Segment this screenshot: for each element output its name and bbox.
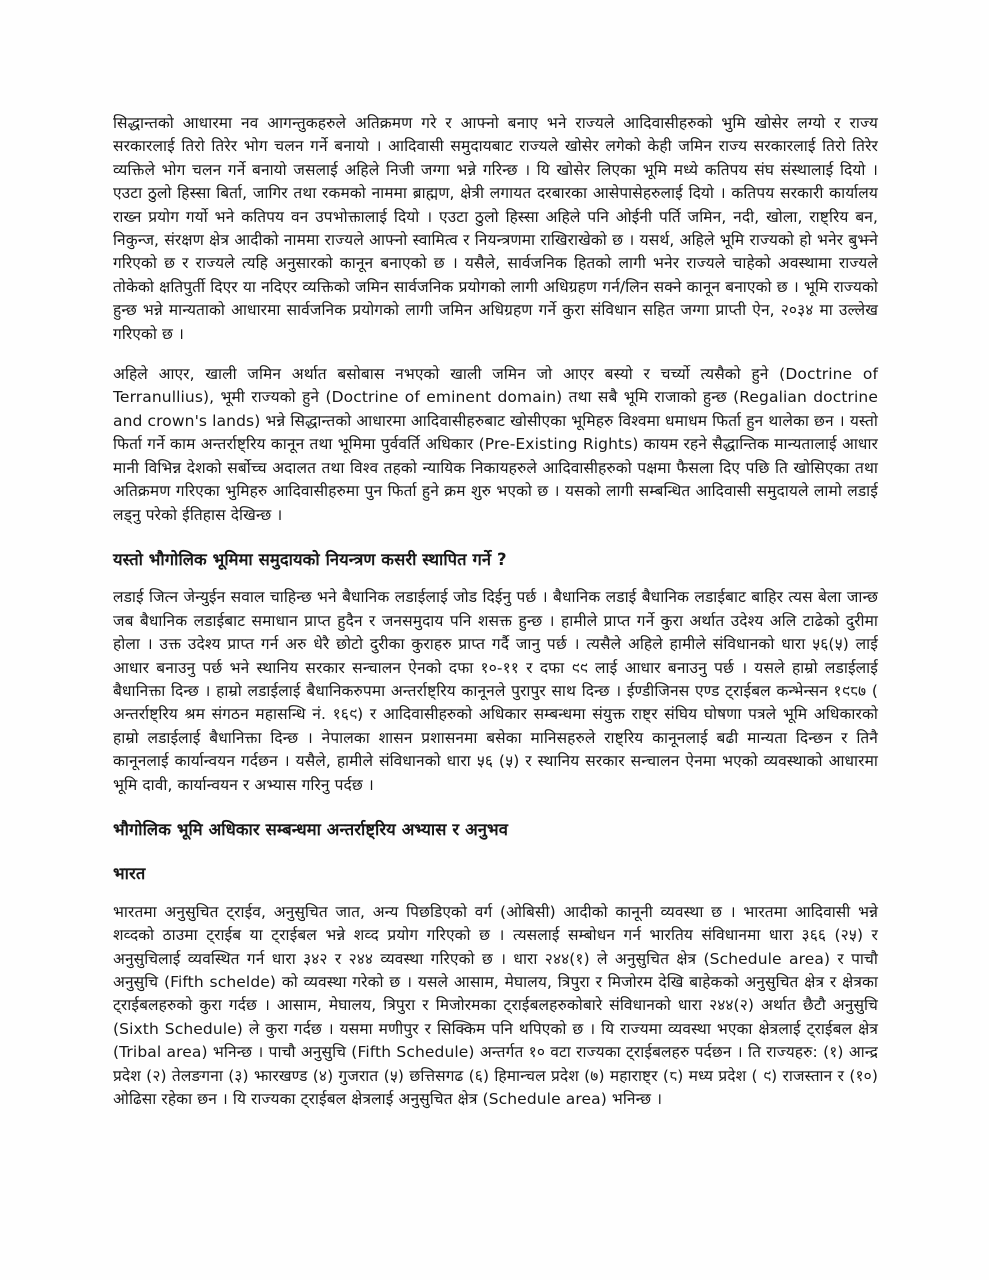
section-heading-community-control: यस्तो भौगोलिक भूमिमा समुदायको नियन्त्रण कसरी स्थापित गर्ने ? bbox=[113, 549, 507, 569]
section-heading-india: भारत bbox=[113, 864, 146, 884]
paragraph-india-scheduled-areas: भारतमा अनुसुचित ट्राईव, अनुसुचित जात, अन्य पिछडिएको वर्ग (ओबिसी) आदीको कानूनी व्यवस्था छ । भारतमा आदिवासी भन्ने शव्दको ठाउमा ट्राईब या ट्राईबल भन्ने शव्द प्रयोग गरिएको छ । त्यसलाई सम्बोधन गर्न भारतिय संविधानमा धारा ३६६ (२५) र अनुसुचिलाई व्यवस्थित गर्न धारा ३४२ र २४४ व्यवस्था गरिएको छ । धारा २४४(१) ले अनुसुचित क्षेत्र (Schedule area) र पाचौ अनुसुचि (Fifth schelde) को व्यवस्था गरेको छ । यसले आसाम, मेघालय, त्रिपुरा र मिजोरम देखि बाहेकको अनुसुचित क्षेत्र र क्षेत्रका ट्राईबलहरुको कुरा गर्दछ । आसाम, मेघालय, त्रिपुरा र मिजोरमका ट्राईबलहरुकोबारे संविधानको धारा २४४(२) अर्थात छैटौ अनुसुचि (Sixth Schedule) ले कुरा गर्दछ । यसमा मणीपुर र सिक्किम पनि थपिएको छ । यि राज्यमा व्यवस्था भएका क्षेत्रलाई ट्राईबल क्षेत्र (Tribal area) भनिन्छ । पाचौ अनुसुचि (Fifth Schedule) अन्तर्गत १० वटा राज्यका ट्राईबलहरु पर्दछन । ति राज्यहरु: (१) आन्द्र प्रदेश (२) तेलङगना (३) झारखण्ड (४) गुजरात (५) छत्तिसगढ (६) हिमान्चल प्रदेश (७) महाराष्ट्र (८) मध्य प्रदेश ( ९) राजस्तान र (१०) ओढिसा रहेका छन । यि राज्यका ट्राईबल क्षेत्रलाई अनुसुचित क्षेत्र (Schedule area) भनिन्छ । bbox=[113, 902, 878, 1109]
document-content bbox=[113, 112, 878, 1128]
paragraph-legal-struggle-basis: लडाई जित्न जेन्युईन सवाल चाहिन्छ भने बैधानिक लडाईलाई जोड दिईनु पर्छ । बैधानिक लडाई बैधानिक लडाईबाट बाहिर त्यस बेला जान्छ जब बैधानिक लडाईबाट समाधान प्राप्त हुदैन र जनसमुदाय पनि शसक्त हुन्छ । हामीले प्राप्त गर्ने कुरा अर्थात उदेश्य अलि टाढेको दुरीमा होला । उक्त उदेश्य प्राप्त गर्न अरु धेरै छोटो दुरीका कुराहरु प्राप्त गर्दै जानु पर्छ । त्यसैले अहिले हामीले संविधानको धारा ५६(५) लाई आधार बनाउनु पर्छ भने स्थानिय सरकार सन्चालन ऐनको दफा १०-११ र दफा ९९ लाई आधार बनाउनु पर्छ । यसले हाम्रो लडाईलाई बैधानिक्ता दिन्छ । हाम्रो लडाईलाई बैधानिकरुपमा अन्तर्राष्ट्रिय कानूनले पुरापुर साथ दिन्छ । ईण्डीजिनस एण्ड ट्राईबल कन्भेन्सन १९८७ ( अन्तर्राष्ट्रिय श्रम संगठन महासन्धि नं. १६९) र आदिवासीहरुको अधिकार सम्बन्धमा संयुक्त राष्ट्र संघिय घोषणा पत्रले भूमि अधिकारको हाम्रो लडाईलाई बैधानिक्ता दिन्छ । नेपालका शासन प्रशासनमा बसेका मानिसहरुले राष्ट्रिय कानूनलाई बढी मान्यता दिन्छन र तिनै कानूनलाई कार्यान्वयन गर्दछन । यसैले, हामीले संविधानको धारा ५६ (५) र स्थानिय सरकार सन्चालन ऐनमा भएको व्यवस्थाको आधारमा भूमि दावी, कार्यान्वयन र अभ्यास गरिनु पर्दछ । bbox=[113, 588, 878, 794]
paragraph-land-doctrines-restitution: अहिले आएर, खाली जमिन अर्थात बसोबास नभएको खाली जमिन जो आएर बस्यो र चर्च्यो त्यसैको हुने (Doctrine of Terranullius), भूमी राज्यको हुने (Doctrine of eminent domain) तथा सबै भूमि राजाको हुन्छ (Regalian doctrine and crown's lands) भन्ने सिद्धान्तको आधारमा आदिवासीहरुबाट खोसीएका भूमिहरु विश्वमा धमाधम फिर्ता हुन थालेका छन । यस्तो फिर्ता गर्ने काम अन्तर्राष्ट्रिय कानून तथा भूमिमा पुर्ववर्ति अधिकार (Pre-Existing Rights) कायम रहने सैद्धान्तिक मान्यतालाई आधार मानी विभिन्न देशको सर्बोच्च अदालत तथा विश्व तहको न्यायिक निकायहरुले आदिवासीहरुको पक्षमा फैसला दिए पछि ति खोसिएका तथा अतिक्रमण गरिएका भुमिहरु आदिवासीहरुमा पुन फिर्ता हुने क्रम शुरु भएको छ । यसको लागी सम्बन्धित आदिवासी समुदायले लामो लडाई लड्नु परेको ईतिहास देखिन्छ । bbox=[113, 365, 878, 524]
section-heading-international-practice: भौगोलिक भूमि अधिकार सम्बन्धमा अन्तर्राष्ट्रिय अभ्यास र अनुभव bbox=[113, 819, 509, 839]
paragraph-land-seizure-history: सिद्धान्तको आधारमा नव आगन्तुकहरुले अतिक्रमण गरे र आफ्नो बनाए भने राज्यले आदिवासीहरुको भुमि खोसेर लग्यो र राज्य सरकारलाई तिरो तिरेर भोग चलन गर्ने बनायो । आदिवासी समुदायबाट राज्यले खोसेर लगेको केही जमिन राज्य सरकारलाई तिरो तिरेर व्यक्तिले भोग चलन गर्ने बनायो जसलाई अहिले निजी जग्गा भन्ने गरिन्छ । यि खोसेर लिएका भूमि मध्ये कतिपय संघ संस्थालाई दियो । एउटा ठुलो हिस्सा बिर्ता, जागिर तथा रकमको नाममा ब्राह्मण, क्षेत्री लगायत दरबारका आसेपासेहरुलाई दियो । कतिपय सरकारी कार्यालय राख्न प्रयोग गर्यो भने कतिपय वन उपभोक्तालाई दियो । एउटा ठुलो हिस्सा अहिले पनि ओईनी पर्ति जमिन, नदी, खोला, राष्ट्रिय बन, निकुन्ज, संरक्षण क्षेत्र आदीको नाममा राज्यले आफ्नो स्वामित्व र नियन्त्रणमा राखिराखेको छ । यसर्थ, अहिले भूमि राज्यको हो भनेर बुझ्ने गरिएको छ र राज्यले त्यहि अनुसारको कानून बनाएको छ । यसैले, सार्वजनिक हितको लागी भनेर राज्यले चाहेको अवस्थामा राज्यले तोकेको क्षतिपुर्ती दिएर या नदिएर व्यक्तिको जमिन सार्वजनिक प्रयोगको लागी अधिग्रहण गर्न/लिन सक्ने कानून बनाएको छ । भूमि राज्यको हुन्छ भन्ने मान्यताको आधारमा सार्वजनिक प्रयोगको लागी जमिन अधिग्रहण गर्ने कुरा संविधान सहित जग्गा प्राप्ती ऐन, २०३४ मा उल्लेख गरिएको छ । bbox=[113, 114, 878, 343]
